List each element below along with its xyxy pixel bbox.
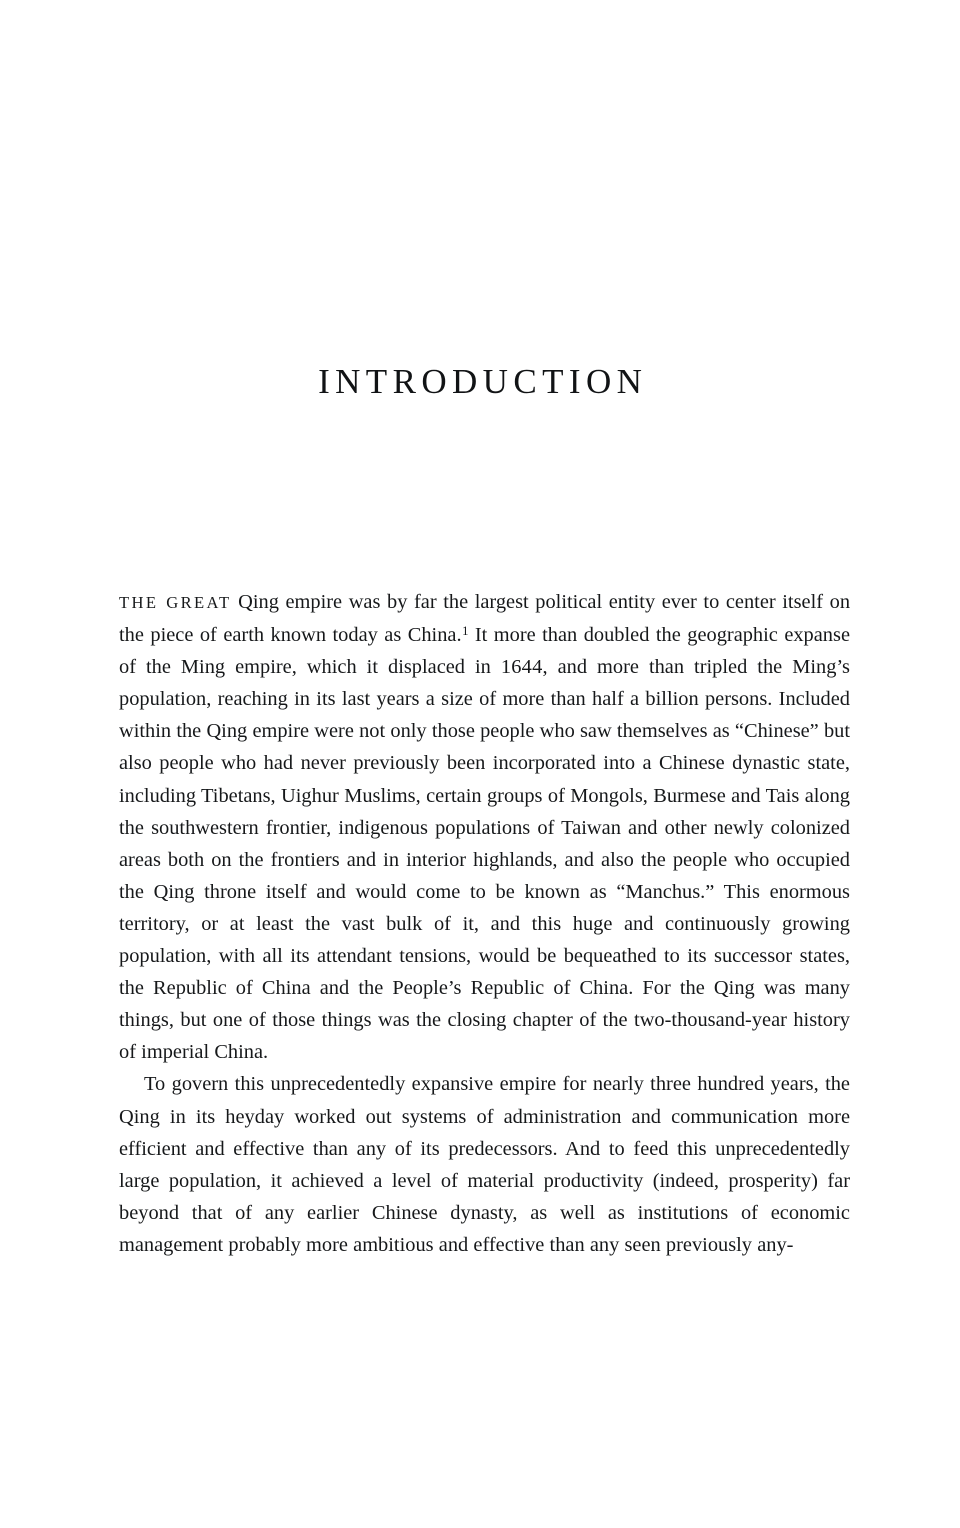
footnote-reference-1[interactable]: 1 <box>462 623 469 638</box>
paragraph-1-text-part-1: Qing empire was by far the largest political entity ever to center itself on the piece of earth known today as China. <box>119 591 851 647</box>
body-text-block <box>119 586 850 1261</box>
page-title: INTRODUCTION <box>318 362 648 402</box>
paragraph-1-text-part-3: , and more than tripled the Ming’s population, reaching in its last years a size of more than half a billion persons. Included within the Qing empire were not only those people who saw themselves as “Chinese” but also people who had never previously been incorporated into a Chinese dynastic state, including Tibetans, Uighur Muslims, certain groups of Mongols, Burmese and Tais along the southwestern frontier, indigenous populations of Taiwan and other newly colonized areas both on the frontiers and in interior highlands, and also the people who occupied the Qing throne itself and would come to be known as “Manchus.” This enormous territory, or at least the vast bulk of it, and this huge and continuously growing population, with all its attendant tensions, would be bequeathed to its successor states, the Republic of China and the People’s Republic of China. For the Qing was many things, but one of those things was the closing chapter of the two-thousand-year history of imperial China. <box>119 656 850 1064</box>
paragraph-1-text-part-2: It more than doubled the geographic expanse of the Ming empire, which it displaced in <box>119 624 850 679</box>
opening-small-caps: THE GREAT <box>119 593 232 612</box>
paragraph-1 <box>119 586 850 1068</box>
paragraph-2: To govern this unprecedentedly expansive empire for nearly three hundred years, the Qing in its heyday worked out systems of administration and communication more efficient and effective than any of its predecessors. And to feed this unprecedentedly large population, it achieved a level of material productivity (indeed, prosperity) far beyond that of any earlier Chinese dynasty, as well as institutions of economic management probably more ambitious and effective than any seen previously any- <box>119 1073 850 1256</box>
year-1644: 1644 <box>500 656 543 679</box>
